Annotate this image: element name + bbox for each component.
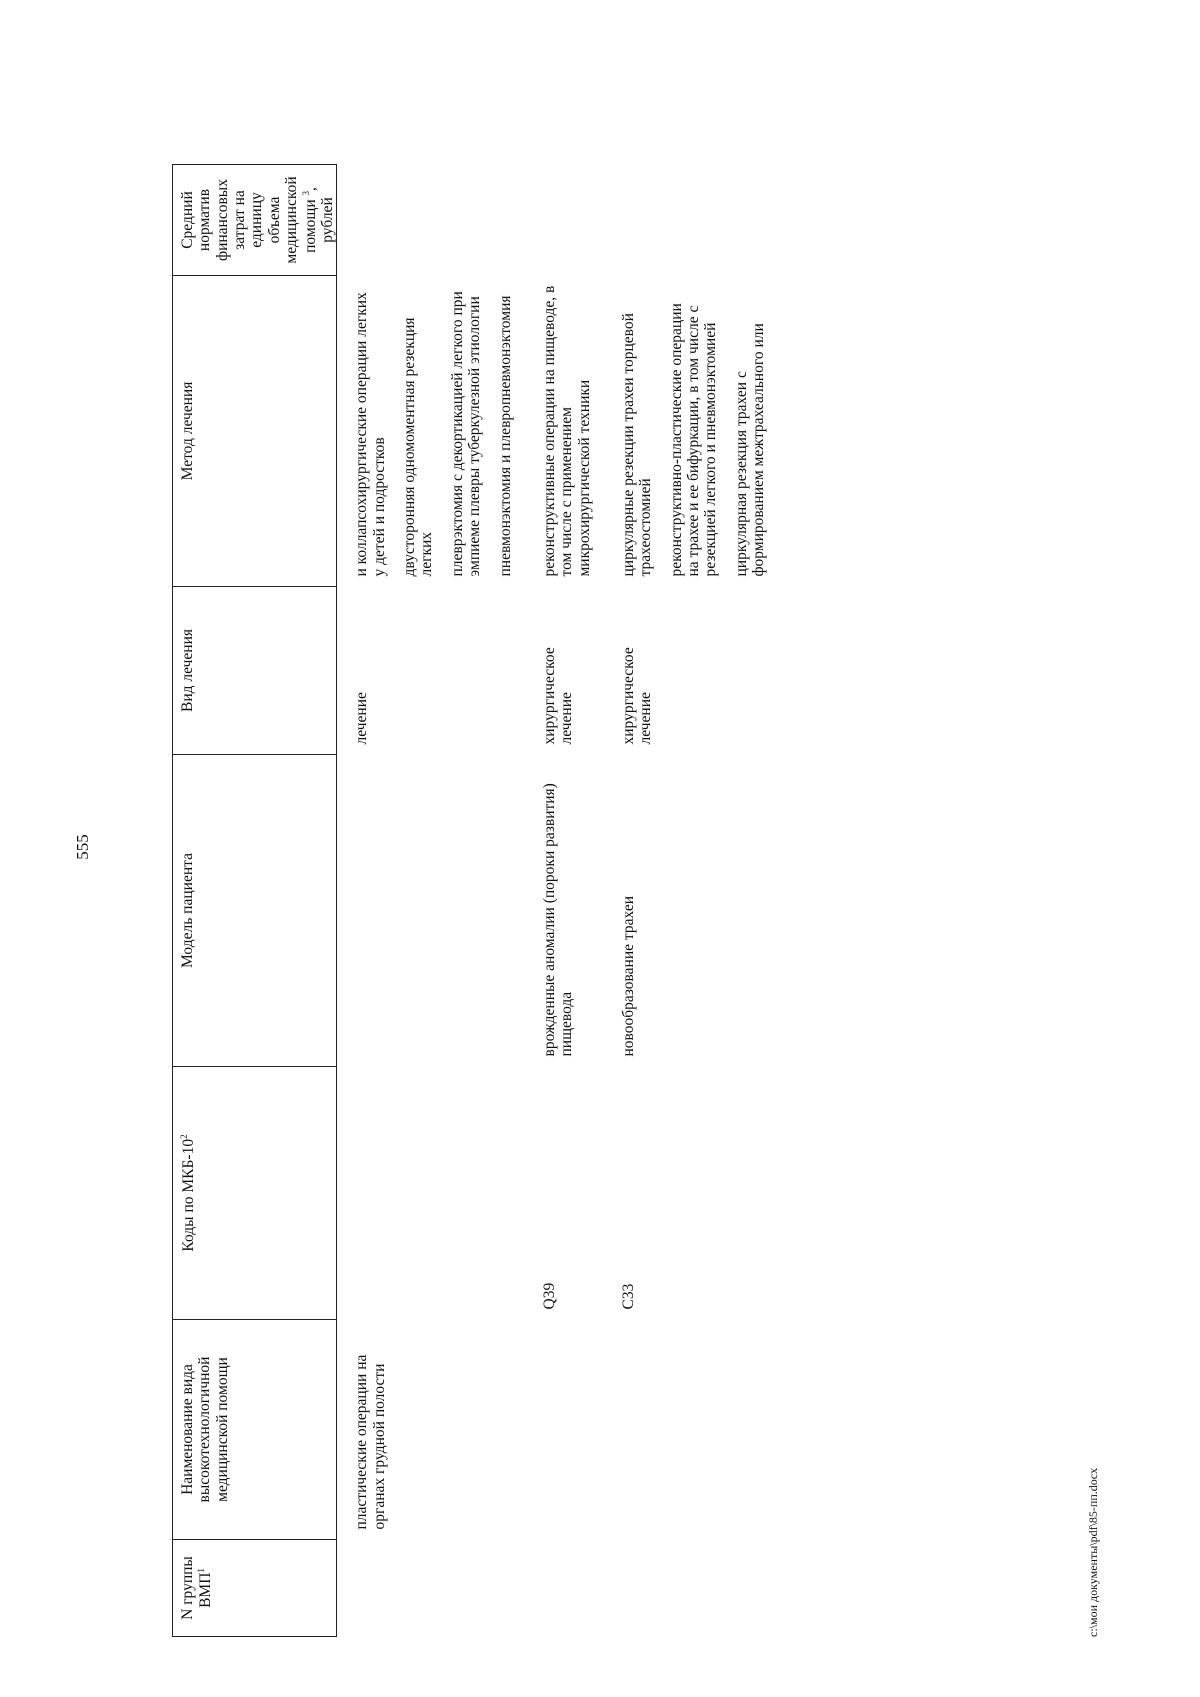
cell-codes: Q39 xyxy=(540,1282,558,1310)
method-item: пневмонэктомия и плевропневмонэктомия xyxy=(496,295,514,577)
header-model: Модель пациента xyxy=(173,755,337,1067)
method-item: двусторонняя одномоментная резекция легких xyxy=(401,317,436,577)
footer-file-path: c:\мои документы\pdf\85-пп.docx xyxy=(1086,1467,1100,1637)
cell-treatment-type: хирургическое лечение xyxy=(540,647,576,745)
header-method: Метод лечения xyxy=(173,276,337,587)
header-group-sup: 1 xyxy=(196,1568,207,1573)
cell-group xyxy=(337,1540,527,1637)
header-price-sup: 3 xyxy=(300,190,311,196)
header-codes-sup: 2 xyxy=(179,1134,189,1139)
method-item: и коллапсохирургические операции легких у детей и подростков xyxy=(353,292,388,577)
table-header-row xyxy=(173,165,337,1637)
cell-price xyxy=(606,165,781,276)
method-item: циркулярная резекция трахеи с формированием межтрахеального или xyxy=(732,323,768,577)
cell-method xyxy=(606,276,781,587)
page-number: 555 xyxy=(73,834,92,860)
cell-model: врожденные аномалии (пороки развития) пищевода xyxy=(540,783,576,1057)
table-row xyxy=(606,165,781,1637)
table-row xyxy=(527,165,606,1637)
method-item: циркулярные резекции трахеи торцевой трахеостомией xyxy=(619,313,655,577)
method-item: реконструктивно-пластические операции на трахее и ее бифуркации, в том числе с резекцией легкого и пневмонэктомией xyxy=(667,303,720,577)
cell-price xyxy=(527,165,606,276)
rotated-page xyxy=(0,20,1200,1677)
cell-treatment-type: хирургическое лечение xyxy=(619,647,655,745)
cell-model xyxy=(337,755,527,1067)
method-item: плеврэктомия с декортикацией легкого при эмпиеме плевры туберкулезной этиологии xyxy=(448,291,484,577)
table-row xyxy=(337,165,527,1637)
header-codes: Коды по МКБ-$10^2$ xyxy=(173,1067,337,1320)
method-item: реконструктивные операции на пищеводе, в том числе с применением микрохирургической техники xyxy=(540,285,593,577)
cell-model: новообразование трахеи xyxy=(619,895,637,1057)
cell-group xyxy=(606,1540,781,1637)
cell-method xyxy=(337,276,527,587)
cell-name xyxy=(606,1320,781,1540)
cell-group xyxy=(527,1540,606,1637)
header-treatment-type: Вид лечения xyxy=(173,587,337,755)
header-price: Средний норматив финансовых затрат на единицу объема медицинской помощи $^3$, рублей xyxy=(173,165,337,276)
cell-price xyxy=(337,165,527,276)
cell-name: пластические операции на органах грудной полости xyxy=(353,1354,388,1530)
cell-codes: C33 xyxy=(619,1283,637,1310)
cell-name xyxy=(527,1320,606,1540)
header-group: N группы ВМП$^1$ xyxy=(173,1540,337,1637)
cell-treatment-type: лечение xyxy=(353,692,371,745)
treatment-table xyxy=(172,164,781,1637)
header-name: Наименование вида высокотехнологичной медицинской помощи xyxy=(173,1320,337,1540)
cell-method xyxy=(527,276,606,587)
cell-codes xyxy=(337,1067,527,1320)
